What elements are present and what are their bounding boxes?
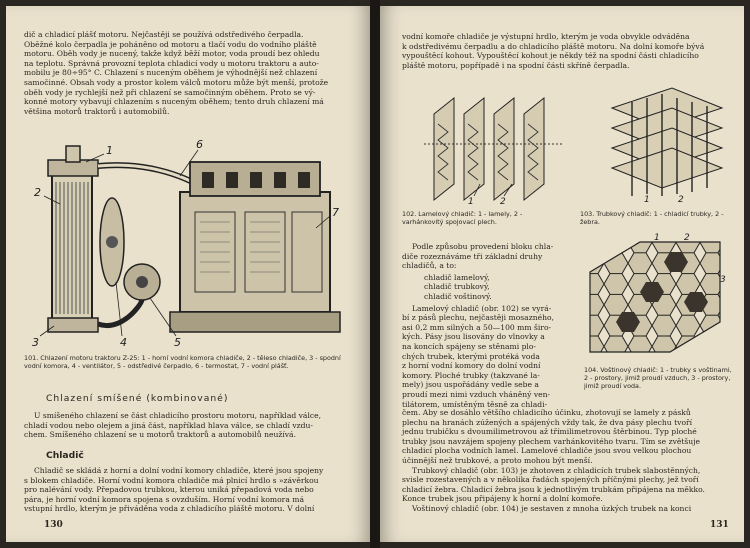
text-line: čem. Aby se dosáhlo většího chladicího účinku, zhotovují se lamely z pásků bbox=[402, 408, 691, 417]
left-intro-text bbox=[24, 30, 354, 116]
text-line: dič a chladicí plášť motoru. Nejčastěji se používá odstředivého čerpadla. bbox=[24, 30, 304, 39]
radiator-text bbox=[24, 466, 354, 514]
page-number-right: 131 bbox=[710, 520, 729, 530]
page-number-left: 130 bbox=[44, 520, 63, 530]
book-gutter bbox=[370, 0, 380, 548]
text-line: chladí vodou nebo olejem a jiná část, například hlava válce, se chladí vzdu- bbox=[24, 420, 313, 430]
text-line: Podle způsobu provedení bloku chla- bbox=[412, 242, 554, 251]
text-line: komory. Ploché trubky (takzvané la- bbox=[402, 370, 540, 380]
text-line: svisle rozestavených a v několika řadách spojených příčnými plechy, jež tvoří bbox=[402, 475, 699, 485]
text-line: oběh vody je rychlejší než při chlazení se samočinným oběhem. Proto se vý- bbox=[24, 87, 316, 97]
radiator-fins bbox=[612, 88, 722, 188]
text-line: diče rozeznáváme tři základní druhy bbox=[402, 251, 543, 261]
figure-102-caption: 102. Lamelový chladič: 1 - lamely, 2 - varhánkovitý spojovací plech. bbox=[402, 210, 523, 226]
list-item: chladič lamelový, bbox=[424, 272, 490, 282]
crankcase bbox=[170, 312, 340, 332]
mixed-cooling-text bbox=[24, 411, 354, 440]
left-page bbox=[6, 6, 370, 542]
lower-tank bbox=[48, 318, 98, 332]
text-line: vstupní hrdlo, kterým je přiváděna voda z chladicího pláště motoru. V dolní bbox=[24, 504, 315, 514]
figure-label: 7 bbox=[332, 206, 339, 219]
text-line: účinnější než trubkové, a proto mohou být menší. bbox=[402, 455, 593, 465]
figure-label: 1 bbox=[654, 233, 660, 243]
text-line: na koncích spájeny se stěnami plo- bbox=[402, 341, 536, 351]
text-line: tilátorem, umístěným těsně za chladi- bbox=[402, 399, 548, 409]
text-line: Konce trubek jsou připájeny k horní a dolní komoře. bbox=[402, 494, 603, 504]
figure-label: 2 bbox=[678, 195, 684, 204]
lamel-plates bbox=[434, 98, 544, 200]
figure-label: 1 bbox=[106, 144, 113, 157]
text-line: pára, je horní vodní komora spojena s ovzduším. Horní vodní komora má bbox=[24, 494, 304, 504]
text-line: chem. Smíšeného chlazení se u motorů traktorů a automobilů neužívá. bbox=[24, 430, 296, 440]
text-line: bí z pásů plechu, nejčastěji mosazného, bbox=[402, 313, 554, 323]
text-line: pro nalévání vody. Přepadovou trubkou, kterou uniká přepadová voda nebo bbox=[24, 485, 314, 495]
section-heading-mixed: Chlazení smíšené (kombinované) bbox=[46, 393, 229, 404]
right-page bbox=[380, 6, 744, 542]
fan-hub bbox=[106, 236, 118, 248]
text-line: proudí mezi nimi vzduch vháněný ven- bbox=[402, 389, 551, 399]
tube-radiator-figure bbox=[592, 78, 732, 204]
figure-103-caption: 103. Trubkový chladič: 1 - chladicí trubky, 2 - žebra. bbox=[580, 210, 724, 226]
text-line: asi 0,2 mm silných a 50—100 mm širo- bbox=[402, 322, 552, 332]
text-line: Voštinový chladič (obr. 104) je sestaven z mnoha úzkých trubek na konci bbox=[412, 503, 692, 513]
figure-label: 2 bbox=[500, 197, 506, 204]
text-line: Oběžné kolo čerpadla je poháněno od motoru a tlačí vodu do vodního pláště bbox=[24, 39, 317, 49]
figure-101-caption: 101. Chlazení motoru traktoru Z-25: 1 - horní vodní komora chladiče, 2 - těleso chladiče, 3 - spodní vodní komora, 4 - ventilátor, 5 - odstředivé čerpadlo, 6 - termostat, 7 - vodní plášť. bbox=[24, 354, 341, 370]
text-line: trubky jsou navzájem spojeny plechem varhánkovitého tvaru. Tím se zvětšuje bbox=[402, 436, 701, 446]
figure-104-caption: 104. Voštinový chladič: 1 - trubky s voštinami, 2 - prostory, jimiž proudí vzduch, 3 - prostory, jimiž proudí voda. bbox=[584, 366, 732, 390]
figure-label: 4 bbox=[120, 336, 127, 349]
pump-hub bbox=[136, 276, 148, 288]
types-intro-text bbox=[402, 242, 570, 409]
text-line: k odstředivému čerpadlu a do chladicího pláště motoru. Na dolní komoře bývá bbox=[402, 41, 705, 51]
text-line: většina motorů traktorů i automobilů. bbox=[24, 106, 170, 116]
text-line: vodní komoře chladiče je výstupní hrdlo, kterým je voda obvykle odváděna bbox=[402, 32, 690, 41]
text-line: chladicí žebra. Chladicí žebra jsou k jednotlivým trubkám připájena na měkko. bbox=[402, 484, 705, 494]
figure-label: 3 bbox=[720, 275, 726, 285]
text-line: chých trubek, kterými protéká voda bbox=[402, 351, 540, 361]
text-line: chladicí plocha vodních lamel. Lamelové chladiče jsou svou velkou plochou bbox=[402, 446, 692, 456]
text-line: vypouštěcí kohout. Vypouštěcí kohout je někdy též na spodní části chladicího bbox=[402, 51, 699, 61]
figure-label: 1 bbox=[468, 197, 474, 204]
figure-label: 6 bbox=[196, 138, 203, 151]
figure-label: 2 bbox=[34, 186, 41, 199]
right-intro-text bbox=[402, 32, 730, 70]
text-line: z horní vodní komory do dolní vodní bbox=[402, 361, 541, 371]
figure-label: 3 bbox=[32, 336, 39, 349]
radiator-types-text bbox=[402, 408, 730, 514]
text-line: jednu trubičku s dvoumilimetrovou až třímilimetrovou štěrbinou. Typ ploché bbox=[402, 427, 697, 437]
text-line: s blokem chladiče. Horní vodní komora chladiče má plnicí hrdlo s »závěrkou bbox=[24, 475, 319, 485]
text-line: Lamelový chladič (obr. 102) se vyrá- bbox=[412, 303, 552, 313]
text-line: samočinné. Obsah vody a prostor kolem válců motoru může být menší, protože bbox=[24, 77, 329, 87]
text-line: mobilu je 80÷95° C. Chlazení s nuceným oběhem je výhodnější než chlazení bbox=[24, 68, 318, 78]
lower-hose bbox=[98, 300, 142, 326]
text-line: konné motory vybavují chlazením s nuceným oběhem; tento druh chlazení má bbox=[24, 97, 324, 107]
text-line: chladičů, a to: bbox=[402, 261, 457, 271]
figure-label: 5 bbox=[174, 336, 181, 349]
list-item: chladič trubkový, bbox=[424, 282, 490, 292]
text-line: motoru. Oběh vody je nucený, takže když běží motor, voda proudí bez ohledu bbox=[24, 49, 320, 59]
text-line: U smíšeného chlazení se část chladicího prostoru motoru, například válce, bbox=[34, 411, 322, 420]
text-line: kých. Pásy jsou lisovány do vlnovky a bbox=[402, 332, 545, 342]
figure-label: 1 bbox=[644, 195, 650, 204]
text-line: Chladič se skládá z horní a dolní vodní komory chladiče, které jsou spojeny bbox=[34, 466, 324, 475]
lamel-radiator-figure bbox=[424, 84, 564, 204]
text-line: pláště motoru, popřípadě i na spodní části skříně čerpadla. bbox=[402, 60, 630, 70]
figure-label: 2 bbox=[684, 233, 690, 243]
text-line: plechu na hranách zúžených a spájených vždy tak, že dva pásy plechu tvoří bbox=[402, 417, 693, 427]
section-heading-radiator: Chladič bbox=[46, 450, 84, 461]
filler-neck bbox=[66, 146, 80, 162]
text-line: na teplotu. Správná provozní teplota chladicí vody u motoru traktoru a auto- bbox=[24, 58, 319, 68]
engine-cooling-figure bbox=[30, 132, 350, 352]
text-line: Trubkový chladič (obr. 103) je zhotoven z chladicích trubek slabostěnných, bbox=[412, 465, 701, 475]
honeycomb-radiator-figure bbox=[580, 232, 730, 362]
text-line: mely) jsou uspořádány vedle sebe a bbox=[402, 380, 539, 390]
list-item: chladič voštinový. bbox=[424, 291, 492, 301]
